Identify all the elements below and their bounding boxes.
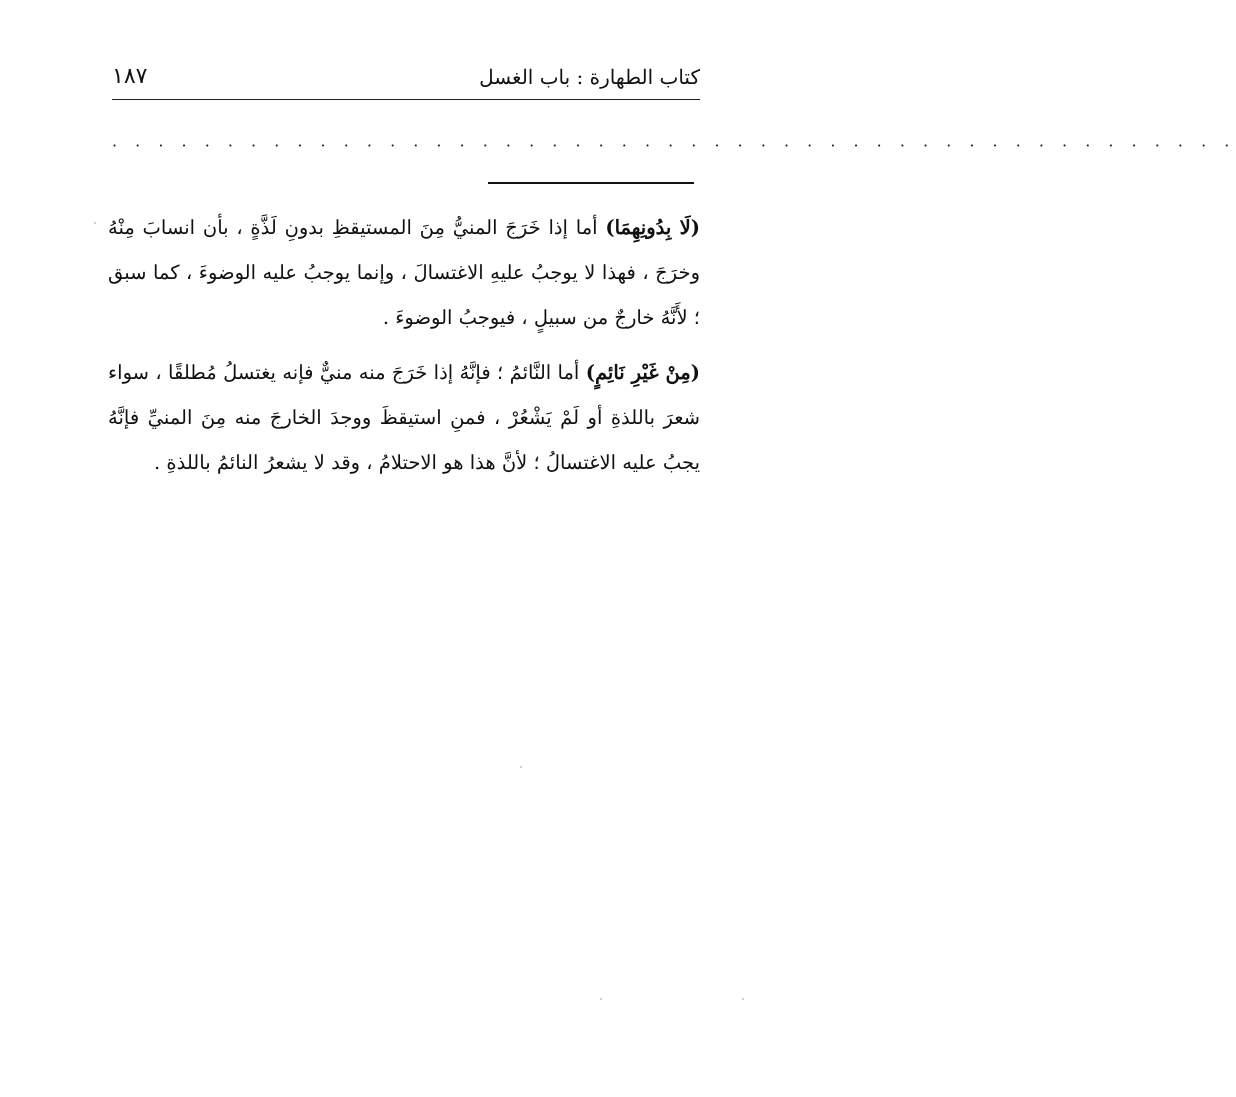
paragraph-text: أما إذا خَرَجَ المنيُّ مِنَ المستيقظِ بدونِ لَذَّةٍ ، بأن انسابَ مِنْهُ وخرَجَ ، فهذا لا يوجبُ عليهِ الاغتسالَ ، وإنما يوجبُ عليه الوضوءَ ، كما سبق ؛ لأَنَّهُ خارجٌ من سبيلٍ ، فيوجبُ الوضوءَ . (108, 216, 700, 329)
separator-rule (488, 182, 694, 184)
header-title: كتاب الطهارة : باب الغسل (479, 65, 700, 89)
paragraph-text: أما النَّائمُ ؛ فإنَّهُ إذا خَرَجَ منه منيٌّ فإنه يغتسلُ مُطلقًا ، سواء شعرَ باللذةِ أو لَمْ يَشْعُرْ ، فمنِ استيقظَ ووجدَ الخارجَ منه مِنَ المنيِّ فإنَّهُ يجبُ عليه الاغتسالُ ؛ لأنَّ هذا هو الاحتلامُ ، وقد لا يشعرُ النائمُ باللذةِ . (108, 361, 700, 474)
open-paren: ( (690, 361, 700, 384)
commentary-paragraph-2 (108, 350, 700, 485)
scan-speck (94, 222, 96, 224)
lemma-text: مِنْ غَيْرِ نَائِمٍ (594, 361, 691, 384)
commentary-body (108, 205, 700, 495)
scan-speck (600, 998, 602, 1000)
lemma-text: لَا بِدُونِهِمَا (614, 216, 691, 239)
header-rule (112, 99, 700, 100)
open-paren: ( (690, 216, 701, 239)
commentary-paragraph-1 (108, 205, 700, 340)
page-number: ١٨٧ (112, 64, 148, 89)
scan-speck (520, 766, 522, 768)
close-paren: ) (605, 216, 615, 239)
scan-speck (742, 998, 744, 1000)
close-paren: ) (585, 361, 595, 384)
dotted-line: · · · · · · · · · · · · · · · · · · · · · · · · · · · · · · · · · · · · · · · · · · · · · · · · · (112, 136, 1236, 155)
running-header (112, 60, 700, 98)
